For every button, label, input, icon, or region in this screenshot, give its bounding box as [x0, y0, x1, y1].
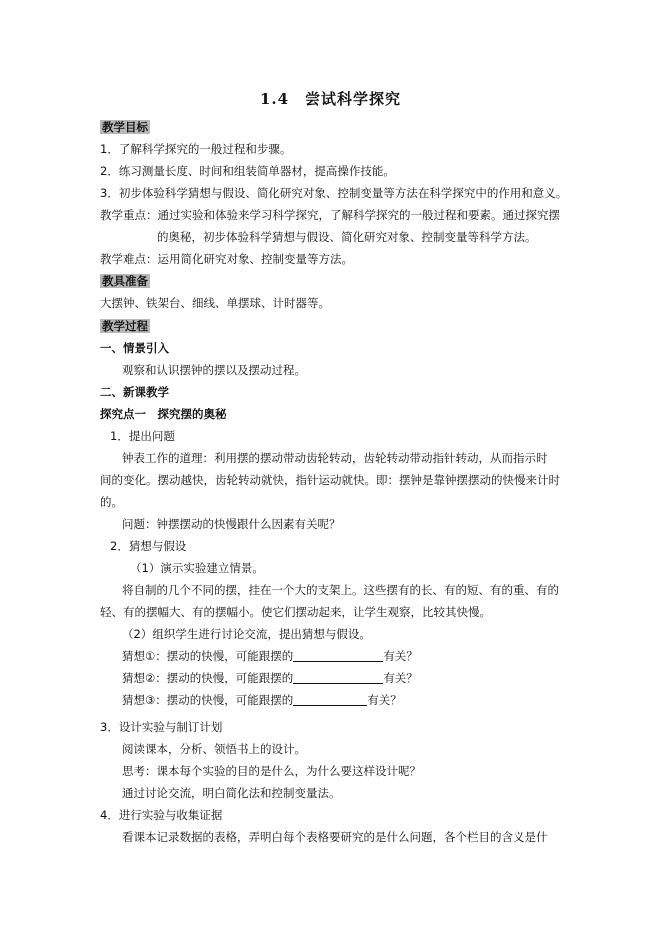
step-3-line-3: 通过讨论交流，明白简化法和控制变量法。 [122, 786, 341, 800]
step-1-heading: 1．提出问题 [110, 429, 175, 443]
page-title: 1.4 尝试科学探究 [259, 90, 402, 108]
guess-2-blank [293, 671, 383, 684]
guess-2 [122, 670, 418, 686]
step-4-heading: 4．进行实验与收集证据 [100, 808, 223, 822]
difficulty-line: 教学难点：运用简化研究对象、控制变量等方法。 [100, 252, 353, 266]
step-3-heading: 3．设计实验与制订计划 [100, 720, 223, 734]
explore-point-header: 探究点一 探究摆的奥秘 [100, 407, 227, 421]
goal-3: 3．初步体验科学猜想与假设、简化研究对象、控制变量等方法在科学探究中的作用和意义。 [100, 186, 568, 200]
guess-1-text: 猜想①：摆动的快慢，可能跟摆的 [122, 649, 294, 663]
step-1-paragraph-line-2: 间的变化。摆动越快，齿轮转动就快，指针运动就快。即：摆钟是靠钟摆摆动的快慢来计时 [100, 473, 560, 487]
key-point-line-1: 教学重点：通过实验和体验来学习科学探究，了解科学探究的一般过程和要素。通过探究摆 [100, 208, 560, 222]
goals-header: 教学目标 [102, 120, 148, 134]
guess-1 [122, 648, 418, 664]
guess-3-suffix: 有关？ [367, 693, 402, 707]
step-1-paragraph-line-3: 的。 [100, 495, 123, 509]
step-1-paragraph-line-1: 钟表工作的道理：利用摆的摆动带动齿轮转动，齿轮转动带动指针转动，从而指示时 [122, 451, 548, 465]
step-2-heading: 2．猜想与假设 [110, 539, 187, 553]
key-point-line-2: 的奥秘，初步体验科学猜想与假设、简化研究对象、控制变量等科学方法。 [157, 230, 537, 244]
step-2-sub-a: （1）演示实验建立情景。 [130, 561, 264, 575]
guess-1-blank [293, 649, 383, 662]
step-3-line-1: 阅读课本，分析、领悟书上的设计。 [122, 742, 306, 756]
process-header-row [100, 318, 150, 334]
step-2-sub-b: （2）组织学生进行讨论交流，提出猜想与假设。 [122, 627, 371, 641]
goal-1: 1．了解科学探究的一般过程和步骤。 [100, 142, 292, 156]
step-1-question: 问题：钟摆摆动的快慢跟什么因素有关呢？ [122, 517, 341, 531]
tools-header: 教具准备 [102, 274, 148, 288]
tools-line: 大摆钟、铁架台、细线、单摆球、计时器等。 [100, 296, 330, 310]
new-lesson-header: 二、新课教学 [100, 385, 169, 399]
tools-header-row [100, 273, 150, 289]
step-4-line-1: 看课本记录数据的表格，弄明白每个表格要研究的是什么问题，各个栏目的含义是什 [122, 830, 548, 844]
step-3-line-2: 思考：课本每个实验的目的是什么，为什么要这样设计呢？ [122, 764, 421, 778]
intro-text: 观察和认识摆钟的摆以及摆动过程。 [122, 363, 306, 377]
guess-3 [122, 692, 402, 708]
guess-3-blank [293, 693, 367, 706]
process-header: 教学过程 [102, 319, 148, 333]
step-2-a-paragraph-line-2: 轻、有的摆幅大、有的摆幅小。使它们摆动起来，让学生观察，比较其快慢。 [100, 605, 491, 619]
goals-header-row [100, 119, 150, 135]
step-2-a-paragraph-line-1: 将自制的几个不同的摆，挂在一个大的支架上。这些摆有的长、有的短、有的重、有的 [122, 583, 559, 597]
guess-3-text: 猜想③：摆动的快慢，可能跟摆的 [122, 693, 294, 707]
guess-2-text: 猜想②：摆动的快慢，可能跟摆的 [122, 671, 294, 685]
guess-1-suffix: 有关？ [383, 649, 418, 663]
goal-2: 2．练习测量长度、时间和组装简单器材，提高操作技能。 [100, 164, 395, 178]
intro-header: 一、情景引入 [100, 341, 169, 355]
guess-2-suffix: 有关？ [383, 671, 418, 685]
